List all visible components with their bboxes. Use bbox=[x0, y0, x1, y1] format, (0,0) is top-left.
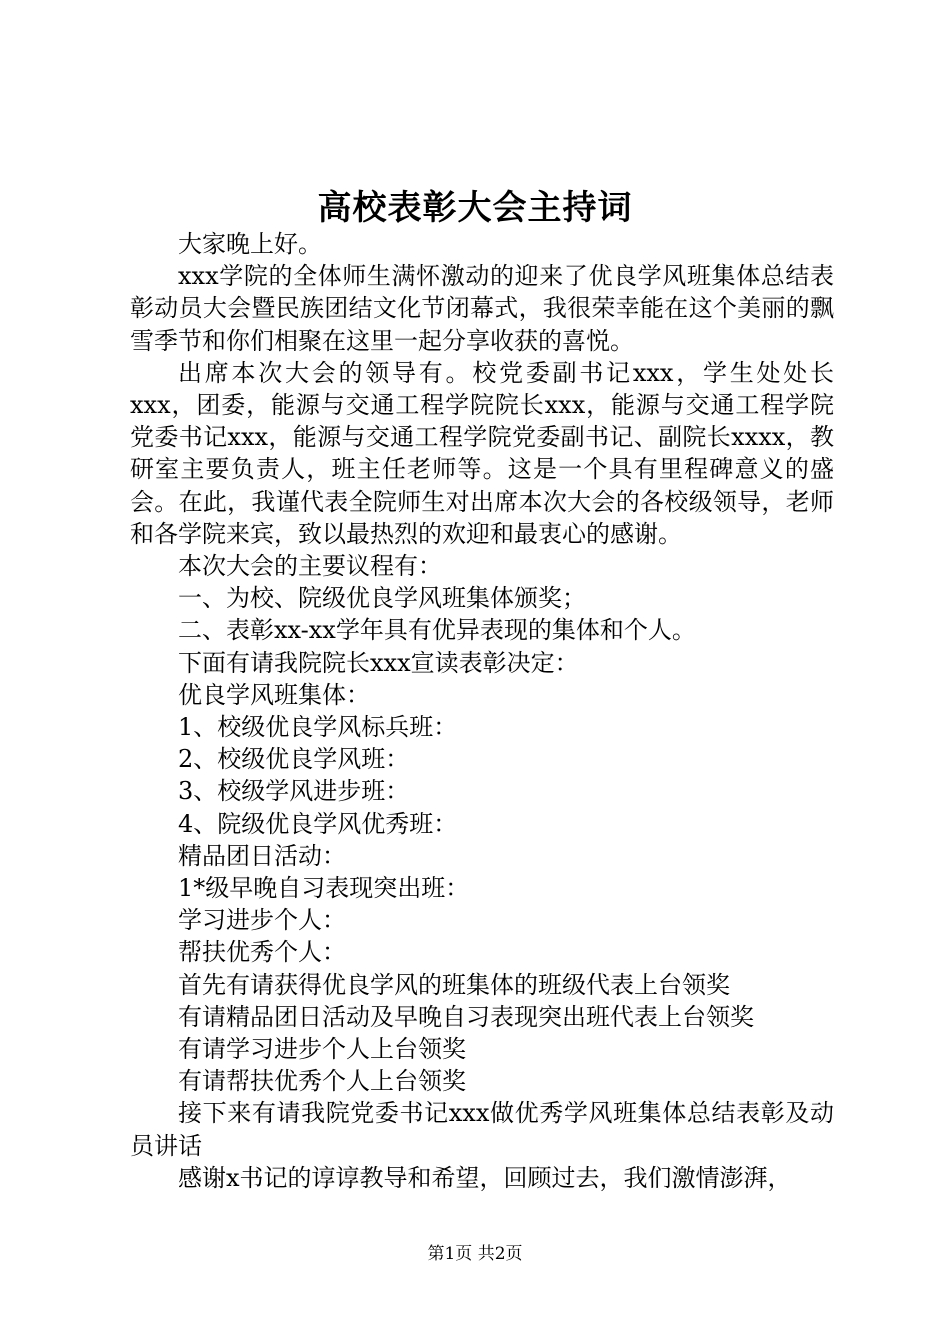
paragraph-intro: xxx学院的全体师生满怀激动的迎来了优良学风班集体总结表彰动员大会暨民族团结文化节闭幕式，我很荣幸能在这个美丽的飘雪季节和你们相聚在这里一起分享收获的喜悦。 bbox=[130, 262, 834, 355]
document-title: 高校表彰大会主持词 bbox=[317, 188, 633, 228]
paragraph-award-item: 1、校级优良学风标兵班： bbox=[178, 713, 458, 742]
paragraph-speech-invitation: 接下来有请我院党委书记xxx做优秀学风班集体总结表彰及动员讲话 bbox=[130, 1099, 834, 1160]
paragraph-thanks: 感谢x书记的谆谆教导和希望，回顾过去，我们激情澎湃， bbox=[178, 1163, 792, 1192]
paragraph-award-item: 1*级早晚自习表现突出班： bbox=[178, 874, 470, 903]
paragraph-award-item: 4、院级优良学风优秀班： bbox=[178, 809, 458, 838]
paragraph-agenda-item-2: 二、表彰xx-xx学年具有优异表现的集体和个人。 bbox=[178, 616, 696, 645]
paragraph-award-category: 精品团日活动： bbox=[178, 841, 346, 870]
paragraph-invitation: 有请精品团日活动及早晚自习表现突出班代表上台领奖 bbox=[178, 1002, 754, 1031]
page-number-footer: 第1页 共2页 bbox=[427, 1244, 523, 1264]
paragraph-greeting: 大家晚上好。 bbox=[178, 230, 322, 258]
paragraph-invitation: 有请帮扶优秀个人上台领奖 bbox=[178, 1067, 466, 1096]
paragraph-award-item: 3、校级学风进步班： bbox=[178, 777, 410, 806]
paragraph-leaders: 出席本次大会的领导有。校党委副书记xxx，学生处处长xxx，团委，能源与交通工程学院院长xxx，能源与交通工程学院党委书记xxx，能源与交通工程学院党委副书记、副院长xxxx，教研室主要负责人，班主任老师等。这是一个具有里程碑意义的盛会。在此，我谨代表全院师生对出席本次大会的各校级领导，老师和各学院来宾，致以最热烈的欢迎和最衷心的感谢。 bbox=[130, 358, 834, 548]
paragraph-award-item: 2、校级优良学风班： bbox=[178, 745, 410, 774]
paragraph-announcement: 下面有请我院院长xxx宣读表彰决定： bbox=[178, 648, 579, 677]
paragraph-agenda-item-1: 一、为校、院级优良学风班集体颁奖； bbox=[178, 584, 586, 613]
paragraph-invitation: 首先有请获得优良学风的班集体的班级代表上台领奖 bbox=[178, 970, 730, 999]
paragraph-award-category: 帮扶优秀个人： bbox=[178, 938, 346, 967]
paragraph-invitation: 有请学习进步个人上台领奖 bbox=[178, 1035, 466, 1064]
paragraph-award-category: 学习进步个人： bbox=[178, 906, 346, 935]
paragraph-award-category: 优良学风班集体： bbox=[178, 680, 370, 709]
document-body bbox=[130, 228, 834, 1194]
paragraph-agenda-heading: 本次大会的主要议程有： bbox=[178, 552, 442, 581]
